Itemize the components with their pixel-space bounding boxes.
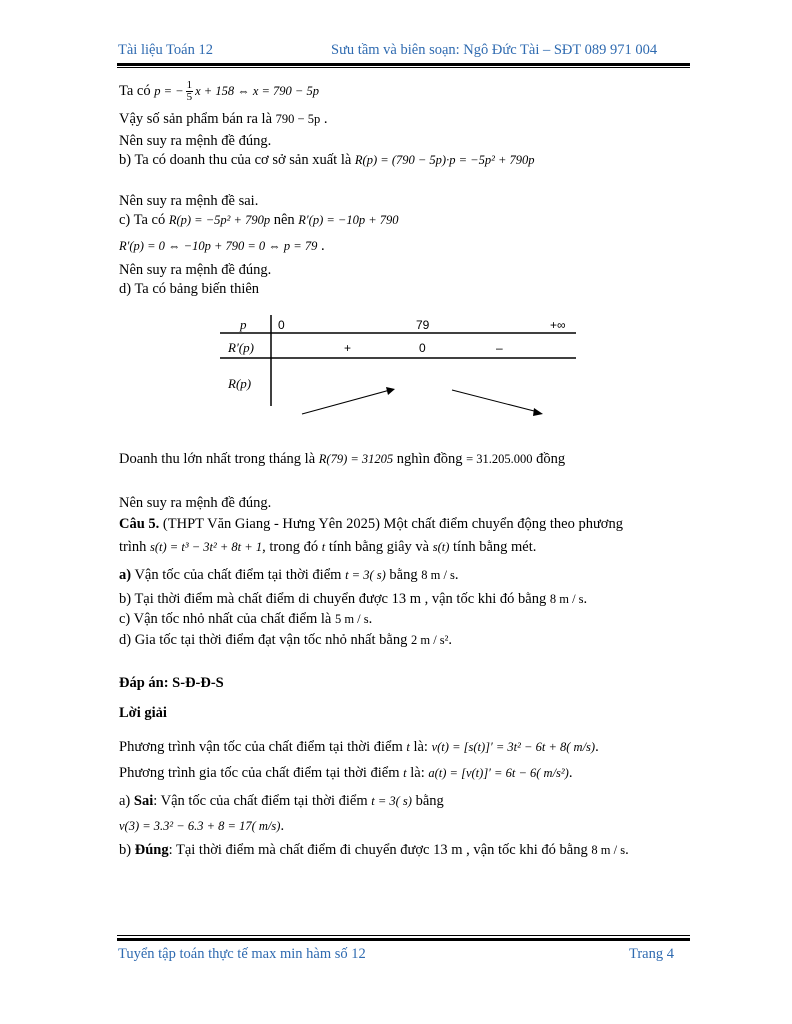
header-right: Sưu tầm và biên soạn: Ngô Đức Tài – SĐT 089 971 004 bbox=[331, 42, 658, 58]
solution-heading: Lời giải bbox=[119, 705, 167, 721]
line-3: Nên suy ra mệnh đề đúng. bbox=[119, 133, 272, 149]
vt-x0: 0 bbox=[278, 318, 285, 332]
line-2: Vậy số sản phẩm bán ra là 790 − 5p . bbox=[119, 111, 328, 127]
footer-rule bbox=[117, 938, 690, 941]
line-7: R′(p) = 0 ⇔ −10p + 790 = 0 ⇔ p = 79 . bbox=[119, 238, 325, 254]
solution-line-4: v(3) = 3.3² − 6.3 + 8 = 17( m/s). bbox=[119, 818, 285, 834]
line-5: Nên suy ra mệnh đề sai. bbox=[119, 193, 259, 209]
line-4: b) Ta có doanh thu của cơ sở sản xuất là R(p) = (790 − 5p)·p = −5p² + 790p bbox=[119, 152, 535, 168]
vt-label-r: R(p) bbox=[228, 376, 252, 391]
fraction: $\frac{1}{5}$ bbox=[186, 79, 193, 103]
variation-table bbox=[220, 310, 580, 420]
line-11: Nên suy ra mệnh đề đúng. bbox=[119, 495, 272, 511]
option-b: b) Tại thời điểm mà chất điểm di chuyển được 13 m , vận tốc khi đó bằng 8 m / s. bbox=[119, 591, 588, 607]
vt-sign-plus: + bbox=[344, 341, 352, 355]
header-rule-thin bbox=[117, 67, 690, 68]
vt-label-p: p bbox=[240, 317, 247, 332]
solution-line-3: a) Sai: Vận tốc của chất điểm tại thời điểm t = 3( s) bằng bbox=[119, 793, 444, 809]
footer-left: Tuyển tập toán thực tế max min hàm số 12 bbox=[118, 946, 366, 962]
page-number: Trang 4 bbox=[629, 946, 674, 962]
vt-arrowhead-down bbox=[533, 408, 543, 416]
option-c: c) Vận tốc nhỏ nhất của chất điểm là 5 m / s. bbox=[119, 611, 373, 627]
line-8: Nên suy ra mệnh đề đúng. bbox=[119, 262, 272, 278]
question-5: Câu 5. (THPT Văn Giang - Hưng Yên 2025) Một chất điểm chuyển động theo phương bbox=[119, 516, 623, 532]
answer-key: Đáp án: S-Đ-Đ-S bbox=[119, 675, 224, 691]
vt-arrow-up bbox=[302, 390, 390, 414]
line-1: Ta có p = − $\frac{1}{5}$ x + 158 ⇔ x = 790 − 5p bbox=[119, 79, 319, 103]
footer-rule-thin bbox=[117, 935, 690, 936]
solution-line-1: Phương trình vận tốc của chất điểm tại thời điểm t là: v(t) = [s(t)]′ = 3t² − 6t + 8( m/s). bbox=[119, 739, 599, 755]
option-a: a) Vận tốc của chất điểm tại thời điểm t = 3( s) bằng 8 m / s. bbox=[119, 567, 459, 583]
line-9: d) Ta có bảng biến thiên bbox=[119, 281, 260, 297]
line-6: c) Ta có R(p) = −5p² + 790p nên R′(p) = −10p + 790 bbox=[119, 212, 399, 228]
solution-line-2: Phương trình gia tốc của chất điểm tại thời điểm t là: a(t) = [v(t)]′ = 6t − 6( m/s²). bbox=[119, 765, 573, 781]
vt-arrowhead-up bbox=[386, 387, 395, 395]
option-d: d) Gia tốc tại thời điểm đạt vận tốc nhỏ nhất bằng 2 m / s². bbox=[119, 632, 453, 648]
vt-sign-zero: 0 bbox=[419, 341, 426, 355]
question-5-line2: trình s(t) = t³ − 3t² + 8t + 1, trong đó t tính bằng giây và s(t) tính bằng mét. bbox=[119, 539, 537, 555]
solution-line-5: b) Đúng: Tại thời điểm mà chất điểm đi chuyển được 13 m , vận tốc khi đó bằng 8 m / s. bbox=[119, 842, 629, 858]
vt-sign-minus: – bbox=[496, 341, 503, 355]
line-10: Doanh thu lớn nhất trong tháng là R(79) = 31205 nghìn đồng = 31.205.000 đồng bbox=[119, 451, 566, 467]
vt-x1: 79 bbox=[416, 318, 430, 332]
header-left: Tài liệu Toán 12 bbox=[118, 42, 213, 58]
vt-x2: +∞ bbox=[550, 318, 566, 332]
vt-label-rprime: R′(p) bbox=[228, 340, 254, 355]
vt-arrow-down bbox=[452, 390, 538, 412]
header-rule bbox=[117, 63, 690, 66]
